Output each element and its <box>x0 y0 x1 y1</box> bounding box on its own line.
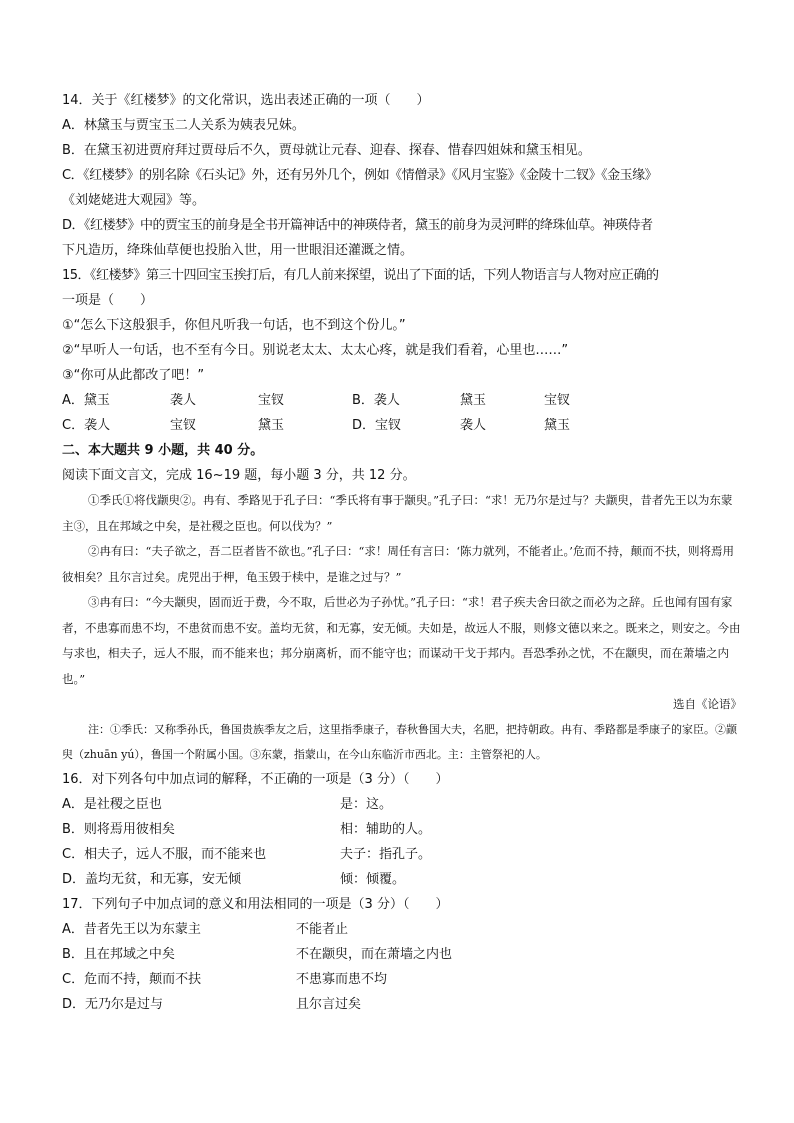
q14-option-a: A．林黛玉与贾宝玉二人关系为姨表兄妹。 <box>62 118 305 133</box>
q16-b-sentence: B．则将焉用彼相矣 <box>62 822 175 837</box>
q15-options-row1 <box>62 388 742 413</box>
q16-b-explanation: 相：辅助的人。 <box>340 822 432 837</box>
q17-c-left: C．危而不持，颠而不扶 <box>62 972 202 987</box>
q15-option-c-3: 黛玉 <box>258 418 285 433</box>
q15-option-d-1: D．宝钗 <box>352 418 402 433</box>
q17-d-left: D．无乃尔是过与 <box>62 997 164 1012</box>
q16-d-explanation: 倾：倾覆。 <box>340 872 406 887</box>
q16-row-c <box>62 842 742 867</box>
q17-d-right: 且尔言过矣 <box>296 997 362 1012</box>
q15-quote-1: ①“怎么下这般狠手，你但凡听我一句话，也不到这个份儿。” <box>62 318 406 333</box>
section-2-intro: 阅读下面文言文，完成 16~19 题，每小题 3 分，共 12 分。 <box>62 468 416 483</box>
q17-a-right: 不能者止 <box>296 922 349 937</box>
passage-paragraph-2: ②冉有曰：“夫子欲之，吾二臣者皆不欲也。”孔子曰：“求！周任有言曰：‘陈力就列，不能者止。’危而不持，颠而不扶，则将焉用彼相矣？且尔言过矣。虎兕出于柙，龟玉毁于椟中，是谁之过与？” <box>62 544 734 584</box>
q15-quote-3: ③“你可从此都改了吧！” <box>62 368 205 383</box>
q16-row-a <box>62 792 742 817</box>
passage-paragraph-1: ①季氏①将伐颛臾②。冉有、季路见于孔子曰：“季氏将有事于颛臾。”孔子曰：“求！无乃尔是过与？夫颛臾，昔者先王以为东蒙主③，且在邦域之中矣，是社稷之臣也。何以伐为？” <box>62 493 733 533</box>
q17-row-a <box>62 917 742 942</box>
q15-option-d-2: 袭人 <box>460 418 487 433</box>
q17-b-right: 不在颛臾，而在萧墙之内也 <box>296 947 453 962</box>
q16-row-d <box>62 867 742 892</box>
q16-a-explanation: 是：这。 <box>340 797 393 812</box>
q15-option-a-3: 宝钗 <box>258 393 285 408</box>
q17-b-left: B．且在邦域之中矣 <box>62 947 175 962</box>
q17-row-b <box>62 942 742 967</box>
q15-option-c-2: 宝钗 <box>170 418 197 433</box>
q14-option-d-line1: D．《红楼梦》中的贾宝玉的前身是全书开篇神话中的神瑛侍者，黛玉的前身为灵河畔的绛珠仙草。神瑛侍者 <box>62 218 653 233</box>
q15-option-d-3: 黛玉 <box>544 418 571 433</box>
q15-option-b-3: 宝钗 <box>544 393 571 408</box>
classical-passage <box>62 488 742 692</box>
q15-quote-2: ②“早听人一句话，也不至有今日。别说老太太、太太心疼，就是我们看着，心里也……” <box>62 343 569 358</box>
exam-page <box>62 88 742 1017</box>
q17-stem: 17．下列句子中加点词的意义和用法相同的一项是（3 分）（ ） <box>62 897 449 912</box>
q17-a-left: A．昔者先王以为东蒙主 <box>62 922 201 937</box>
q15-option-b-1: B．袭人 <box>352 393 400 408</box>
q14-option-c-line1: C．《红楼梦》的别名除《石头记》外，还有另外几个，例如《情僧录》《风月宝鉴》《金陵十二钗》《金玉缘》 <box>62 168 658 183</box>
q15-option-c-1: C．袭人 <box>62 418 111 433</box>
q16-a-sentence: A．是社稷之臣也 <box>62 797 162 812</box>
q16-d-sentence: D．盖均无贫，和无寡，安无倾 <box>62 872 242 887</box>
q16-c-explanation: 夫子：指孔子。 <box>340 847 432 862</box>
q16-row-b <box>62 817 742 842</box>
q14-option-d-line2: 下凡造历，绛珠仙草便也投胎入世，用一世眼泪还灌溉之情。 <box>62 243 414 258</box>
q17-row-c <box>62 967 742 992</box>
q14-option-b: B．在黛玉初进贾府拜过贾母后不久，贾母就让元春、迎春、探春、惜春四姐妹和黛玉相见。 <box>62 143 591 158</box>
q15-option-b-2: 黛玉 <box>460 393 487 408</box>
passage-source: 选自《论语》 <box>673 697 742 711</box>
section-2-title: 二、本大题共 9 小题，共 40 分。 <box>62 443 264 458</box>
q15-option-a-1: A．黛玉 <box>62 393 110 408</box>
q14-option-c-line2: 《刘姥姥进大观园》等。 <box>62 193 206 208</box>
q15-option-a-2: 袭人 <box>170 393 197 408</box>
passage-paragraph-3: ③冉有曰：“今夫颛臾，固而近于费，今不取，后世必为子孙忧。”孔子曰：“求！君子疾夫舍曰欲之而必为之辞。丘也闻有国有家者，不患寡而患不均，不患贫而患不安。盖均无贫，和无寡，安无倾。夫如是，故远人不服，则修文德以来之。既来之，则安之。今由与求也，相夫子，远人不服，而不能来也；邦分崩离析，而不能守也；而谋动干戈于邦内。吾恐季孙之忧，不在颛臾，而在萧墙之内也。” <box>62 595 741 686</box>
q17-c-right: 不患寡而患不均 <box>296 972 388 987</box>
q15-stem-line2: 一项是（ ） <box>62 293 154 308</box>
q14-stem: 14．关于《红楼梦》的文化常识，选出表述正确的一项（ ） <box>62 93 430 108</box>
q16-c-sentence: C．相夫子，远人不服，而不能来也 <box>62 847 267 862</box>
passage-notes: 注：①季氏：又称季孙氏，鲁国贵族季友之后，这里指季康子，春秋鲁国大夫，名肥，把持朝政。冉有、季路都是季康子的家臣。②颛臾（zhuān yú），鲁国一个附属小国。③东蒙，指蒙山，在今山东临沂市西北。主：主管祭祀的人。 <box>62 723 737 761</box>
q15-options-row2 <box>62 413 742 438</box>
q16-stem: 16．对下列各句中加点词的解释，不正确的一项是（3 分）（ ） <box>62 772 449 787</box>
q15-stem-line1: 15．《红楼梦》第三十四回宝玉挨打后，有几人前来探望，说出了下面的话，下列人物语言与人物对应正确的 <box>62 268 659 283</box>
q17-row-d <box>62 992 742 1017</box>
